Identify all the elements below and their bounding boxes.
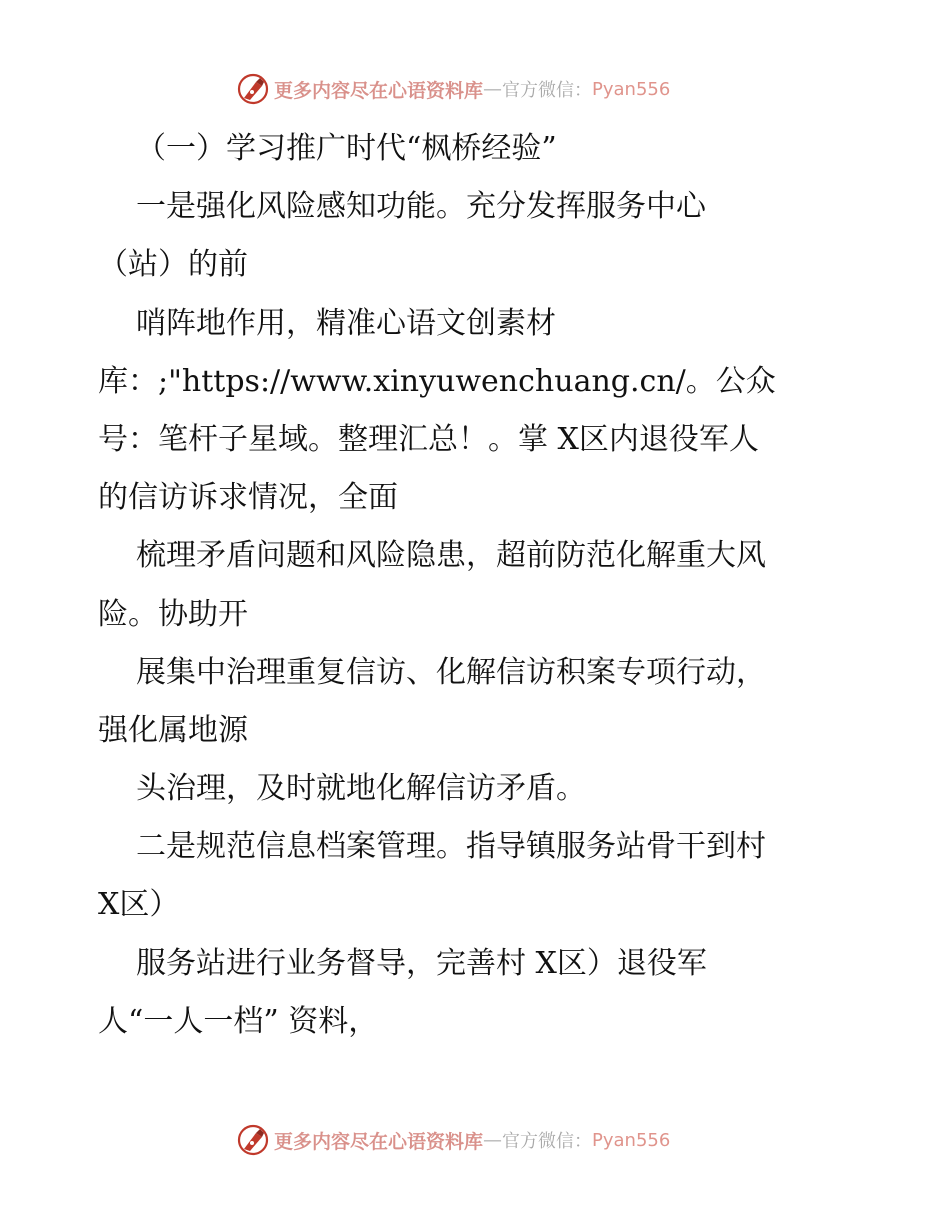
paragraph-line: 的信访诉求情况，全面 (98, 480, 398, 516)
watermark-separator: — (483, 78, 503, 100)
watermark-separator: — (483, 1129, 503, 1151)
paragraph-line: 强化属地源 (98, 712, 248, 748)
watermark-title: 更多内容尽在心语资料库 (274, 79, 484, 102)
paragraph-line: 头治理，及时就地化解信访矛盾。 (136, 771, 586, 807)
pen-nib-logo-icon (236, 72, 270, 106)
watermark-footer (236, 1123, 670, 1157)
paragraph-line: 梳理矛盾问题和风险隐患，超前防范化解重大风 (136, 538, 766, 574)
watermark-wechat-id: Pyan556 (592, 1129, 671, 1151)
paragraph-line: 展集中治理重复信访、化解信访积案专项行动， (136, 654, 766, 690)
paragraph-line: 一是强化风险感知功能。充分发挥服务中心 (136, 189, 706, 225)
document-body (98, 120, 858, 1051)
paragraph-line: 号：笔杆子星域。整理汇总！。掌 X区内退役军人 (98, 421, 759, 457)
paragraph-line: （站）的前 (98, 247, 248, 283)
watermark-title: 更多内容尽在心语资料库 (274, 1130, 484, 1153)
paragraph-line: 险。协助开 (98, 596, 248, 632)
pen-nib-logo-icon (236, 1123, 270, 1157)
section-heading: （一）学习推广时代“枫桥经验” (136, 131, 557, 166)
paragraph-line: X区） (98, 887, 180, 923)
paragraph-line: 服务站进行业务督导，完善村 X区）退役军 (136, 945, 707, 981)
watermark-header (236, 72, 670, 106)
paragraph-line: 二是规范信息档案管理。指导镇服务站骨干到村 (136, 829, 766, 865)
paragraph-line: 库：;"https://www.xinyuwenchuang.cn/。公众 (98, 363, 776, 399)
watermark-wechat-label: 官方微信： (502, 1131, 593, 1152)
watermark-wechat-label: 官方微信： (502, 80, 593, 101)
paragraph-line: 人“一人一档” 资料， (98, 1003, 379, 1039)
paragraph-line: 哨阵地作用，精准心语文创素材 (136, 305, 556, 341)
watermark-wechat-id: Pyan556 (592, 78, 671, 100)
